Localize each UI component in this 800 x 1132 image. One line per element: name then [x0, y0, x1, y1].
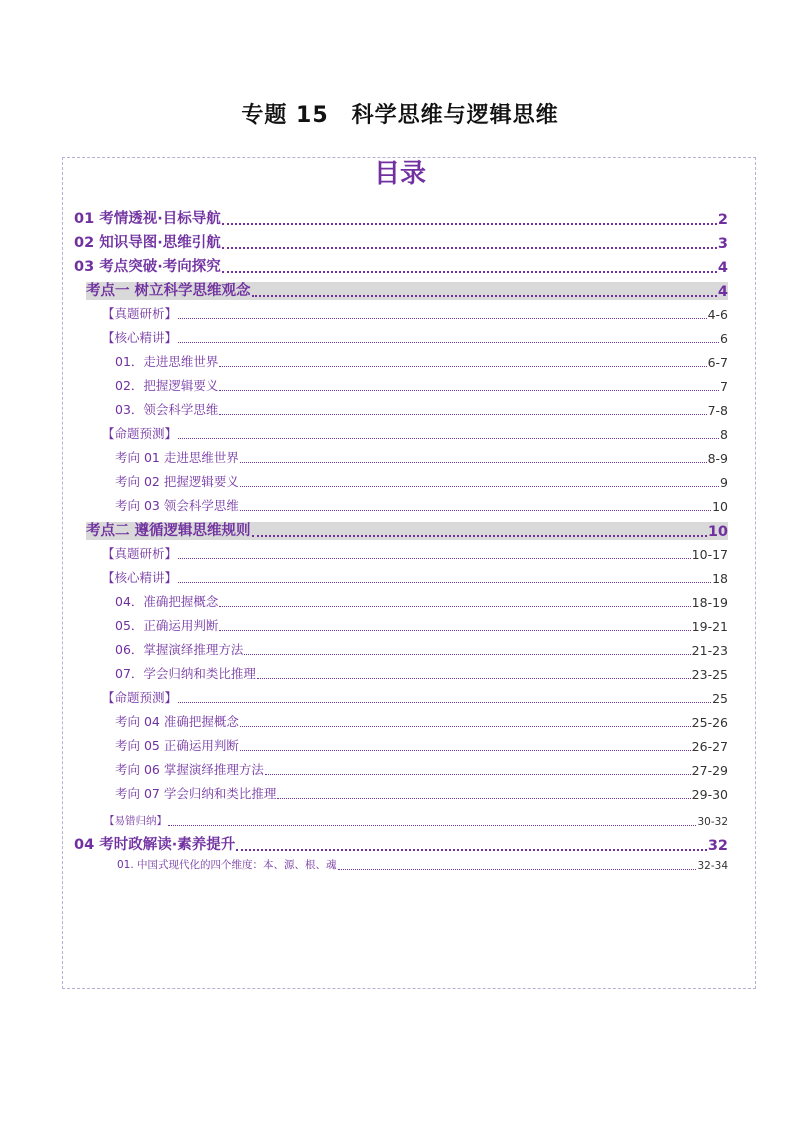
toc-entry[interactable] [74, 258, 728, 276]
toc-entry-label: 04．准确把握概念 [115, 594, 219, 609]
toc-entry-page: 21-23 [691, 643, 728, 658]
toc-entry-page: 25-26 [691, 715, 728, 730]
toc-entry-label: 【核心精讲】 [102, 330, 178, 345]
toc-entry[interactable] [115, 498, 728, 514]
toc-entry-page: 10-17 [691, 547, 728, 562]
toc-entry-label: 考向 01 走进思维世界 [115, 450, 239, 465]
toc-leader-dots [236, 848, 707, 851]
toc-entry[interactable] [102, 690, 728, 706]
toc-leader-dots [219, 629, 690, 631]
toc-entry-page: 4 [717, 284, 728, 300]
toc-entry-page: 30-32 [697, 816, 728, 828]
toc-entry-label: 【真题研析】 [102, 546, 178, 561]
toc-entry-page: 32-34 [697, 860, 728, 872]
toc-entry-label: 考向 07 学会归纳和类比推理 [115, 786, 277, 801]
toc-entry[interactable] [115, 474, 728, 490]
toc-leader-dots [178, 341, 719, 343]
toc-entry-label: 【命题预测】 [102, 426, 178, 441]
toc-leader-dots [252, 534, 707, 537]
toc-leader-dots [240, 485, 719, 487]
toc-leader-dots [178, 437, 719, 439]
toc-entry-label: 02．把握逻辑要义 [115, 378, 219, 393]
toc-entry-page: 7 [720, 379, 728, 394]
toc-entry-page: 3 [717, 236, 728, 252]
toc-entry[interactable] [115, 618, 728, 634]
toc-entry-label: 01．走进思维世界 [115, 354, 219, 369]
document-title: 专题 15 科学思维与逻辑思维 [241, 103, 559, 128]
toc-entry[interactable] [115, 738, 728, 754]
toc-entry[interactable] [74, 210, 728, 228]
toc-entry-label: 【核心精讲】 [102, 570, 178, 585]
toc-leader-dots [178, 581, 711, 583]
toc-entry-label: 考向 03 领会科学思维 [115, 498, 239, 513]
toc-entry[interactable] [74, 234, 728, 252]
toc-entry-page: 18 [712, 571, 728, 586]
toc-entry-page: 18-19 [691, 595, 728, 610]
toc-entry-page: 26-27 [691, 739, 728, 754]
toc-leader-dots [277, 797, 690, 799]
toc-entry-page: 10 [712, 499, 728, 514]
toc-entry-page: 23-25 [691, 667, 728, 682]
toc-entry-label: 【命题预测】 [102, 690, 178, 705]
toc-leader-dots [219, 389, 719, 391]
toc-entry-label: 03．领会科学思维 [115, 402, 219, 417]
toc-entry-label: 考点一 树立科学思维观念 [86, 283, 251, 299]
toc-entry[interactable] [102, 426, 728, 442]
toc-entry-page: 6-7 [707, 355, 728, 370]
toc-leader-dots [338, 868, 697, 870]
toc-leader-dots [240, 725, 691, 727]
toc-entry-label: 06．掌握演绎推理方法 [115, 642, 244, 657]
toc-leader-dots [168, 824, 696, 826]
toc-entry[interactable] [115, 402, 728, 418]
toc-leader-dots [219, 365, 706, 367]
toc-entry[interactable] [115, 378, 728, 394]
toc-entry[interactable] [102, 570, 728, 586]
toc-entry[interactable] [115, 594, 728, 610]
toc-entry-label: 【易错归纳】 [104, 815, 167, 827]
toc-entry[interactable] [117, 858, 728, 872]
toc-entry-label: 05．正确运用判断 [115, 618, 219, 633]
toc-entry-label: 02 知识导图·思维引航 [74, 235, 221, 251]
toc-entry-page: 10 [707, 524, 728, 540]
toc-entry-label: 考向 04 准确把握概念 [115, 714, 239, 729]
toc-entry-label: 01 考情透视·目标导航 [74, 211, 221, 227]
toc-entry[interactable] [102, 546, 728, 562]
toc-leader-dots [222, 270, 717, 273]
toc-entry-page: 29-30 [691, 787, 728, 802]
toc-leader-dots [219, 413, 706, 415]
toc-entry-label: 考向 05 正确运用判断 [115, 738, 239, 753]
toc-entry[interactable] [115, 714, 728, 730]
toc-entry-label: 03 考点突破·考向探究 [74, 259, 221, 275]
toc-entry-page: 8 [720, 427, 728, 442]
toc-entry-page: 7-8 [707, 403, 728, 418]
toc-entry[interactable] [115, 786, 728, 802]
toc-entry-label: 01. 中国式现代化的四个维度：本、源、根、魂 [117, 859, 337, 871]
toc-entry-label: 04 考时政解读·素养提升 [74, 837, 236, 853]
toc-leader-dots [240, 461, 707, 463]
toc-leader-dots [178, 701, 711, 703]
toc-entry[interactable] [115, 450, 728, 466]
toc-entry[interactable] [102, 330, 728, 346]
toc-entry[interactable] [104, 814, 728, 828]
toc-entry-page: 25 [712, 691, 728, 706]
toc-leader-dots [222, 246, 717, 249]
toc-leader-dots [240, 509, 711, 511]
toc-entry-page: 8-9 [707, 451, 728, 466]
toc-entry-label: 07．学会归纳和类比推理 [115, 666, 256, 681]
toc-entry-page: 27-29 [691, 763, 728, 778]
toc-entry-page: 4-6 [707, 307, 728, 322]
toc-heading: 目录 [373, 159, 426, 189]
toc-entry-page: 19-21 [691, 619, 728, 634]
toc-entry[interactable] [115, 666, 728, 682]
toc-entry-page: 2 [717, 212, 728, 228]
toc-leader-dots [240, 749, 691, 751]
toc-entry[interactable] [115, 642, 728, 658]
toc-entry-page: 4 [717, 260, 728, 276]
toc-entry[interactable] [115, 762, 728, 778]
toc-leader-dots [265, 773, 691, 775]
toc-leader-dots [178, 317, 707, 319]
toc-entry-label: 考点二 遵循逻辑思维规则 [86, 523, 251, 539]
toc-entry[interactable] [102, 306, 728, 322]
toc-leader-dots [222, 222, 717, 225]
toc-entry[interactable] [86, 282, 728, 300]
toc-entry-page: 32 [707, 838, 728, 854]
toc-entry-label: 【真题研析】 [102, 306, 178, 321]
toc-entry[interactable] [115, 354, 728, 370]
toc-entry-label: 考向 06 掌握演绎推理方法 [115, 762, 264, 777]
toc-leader-dots [219, 605, 690, 607]
toc-leader-dots [244, 653, 690, 655]
toc-entry[interactable] [74, 836, 728, 854]
toc-leader-dots [252, 294, 717, 297]
toc-entry-page: 6 [720, 331, 728, 346]
toc-entry-page: 9 [720, 475, 728, 490]
toc-leader-dots [257, 677, 691, 679]
toc-entry[interactable] [86, 522, 728, 540]
toc-entry-label: 考向 02 把握逻辑要义 [115, 474, 239, 489]
toc-leader-dots [178, 557, 691, 559]
